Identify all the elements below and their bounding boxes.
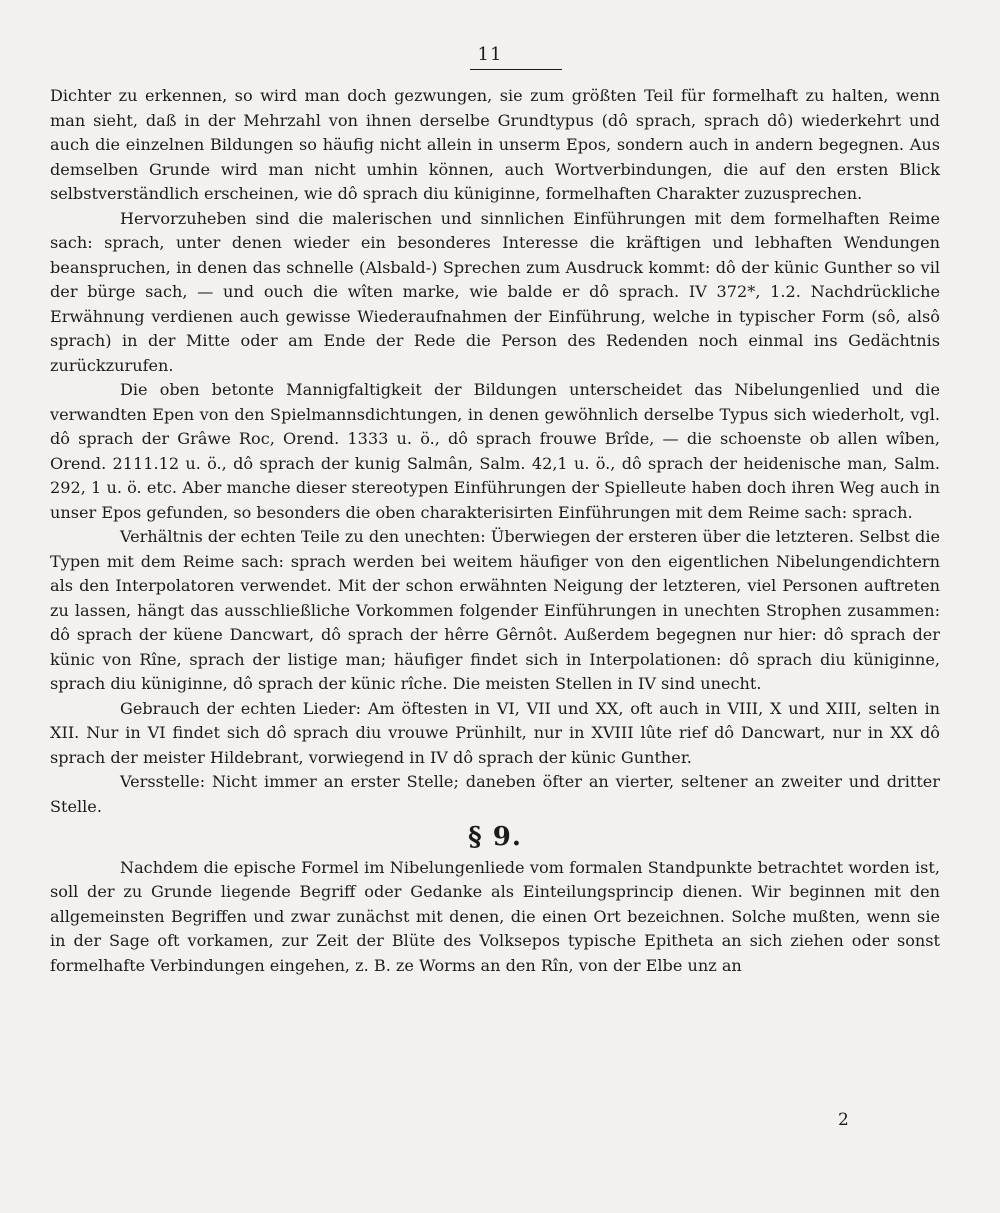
signature-mark: 2 [838,1110,849,1130]
paragraph-versstelle: Versstelle: Nicht immer an erster Stelle; daneben öfter an vierter, seltener an zweiter und dritter Stelle. [50,772,940,816]
body-text [50,84,940,978]
paragraph-hervorzuheben: Hervorzuheben sind die malerischen und sinnlichen Einführungen mit dem formelhaften Reime sach: sprach, unter denen wieder ein besonderes Interesse die kräftigen und lebhaften Wendungen beanspruchen, in denen das schnelle (Alsbald-) Sprechen zum Ausdruck kommt: dô der künic Gunther so vil der bürge sach, — und ouch die wîten marke, wie balde er dô sprach. IV 372*, 1.2. Nachdrückliche Erwähnung verdienen auch gewisse Wiederaufnahmen der Einführung, welche in typischer Form (sô, alsô sprach) in der Mitte oder am Ende der Rede die Person des Redenden noch einmal ins Gedächtnis zurückzurufen. [50,208,940,375]
paragraph-mannigfaltigkeit: Die oben betonte Mannigfaltigkeit der Bildungen unterscheidet das Nibelungenlied und die verwandten Epen von den Spielmannsdichtungen, in denen gewöhnlich derselbe Typus sich wiederholt, vgl. dô sprach der Grâwe Roc, Orend. 1333 u. ö., dô sprach frouwe Brîde, — die schoenste ob allen wîben, Orend. 2111.12 u. ö., dô sprach der kunig Salmân, Salm. 42,1 u. ö., dô sprach der heidenische man, Salm. 292, 1 u. ö. etc. Aber manche dieser stereotypen Einführungen der Spielleute haben doch ihren Weg auch in unser Epos gefunden, so besonders die oben charakterisirten Einführungen mit dem Reime sach: sprach. [50,380,940,522]
section-heading: § 9. [468,822,522,852]
paragraph-gebrauch: Gebrauch der echten Lieder: Am öftesten in VI, VII und XX, oft auch in VIII, X und XIII, selten in XII. Nur in VI findet sich dô sprach diu vrouwe Prünhilt, nur in XVIII lûte rief dô Dancwart, nur in XX dô sprach der meister Hildebrant, vorwiegend in IV dô sprach der künic Gunther. [50,698,940,767]
paragraph-section-9: Nachdem die epische Formel im Nibelungenliede vom formalen Standpunkte betrachtet worden ist, soll der zu Grunde liegende Begriff oder Gedanke als Einteilungsprincip dienen. Wir beginnen mit den allgemeinsten Begriffen und zwar zunächst mit denen, die einen Ort bezeichnen. Solche mußten, wenn sie in der Sage oft vorkamen, zur Zeit der Blüte des Volksepos typische Epitheta an sich ziehen oder sonst formelhafte Verbindungen eingehen, z. B. ze Worms an den Rîn, von der Elbe unz an [50,857,940,975]
header-rule [470,69,562,70]
page-number: 11 [477,44,503,65]
paragraph-continuation: Dichter zu erkennen, so wird man doch gezwungen, sie zum größten Teil für formelhaft zu halten, wenn man sieht, daß in der Mehrzahl von ihnen derselbe Grundtypus (dô sprach, sprach dô) wiederkehrt und auch die einzelnen Bildungen so häufig nicht allein in unserm Epos, sondern auch in andern begegnen. Aus demselben Grunde wird man nicht umhin können, auch Wortverbindungen, die auf den ersten Blick selbstverständlich erscheinen, wie dô sprach diu küniginne, formelhaften Charakter zuzusprechen. [50,86,940,203]
paragraph-verhaeltnis: Verhältnis der echten Teile zu den unechten: Überwiegen der ersteren über die letzteren. Selbst die Typen mit dem Reime sach: sprach werden bei weitem häufiger von den eigentlichen Nibelungendichtern als den Interpolatoren verwendet. Mit der schon erwähnten Neigung der letzteren, viel Personen auftreten zu lassen, hängt das ausschließliche Vorkommen folgender Einführungen in unechten Strophen zusammen: dô sprach der küene Dancwart, dô sprach der hêrre Gêrnôt. Außerdem begegnen nur hier: dô sprach der künic von Rîne, sprach der listige man; häufiger findet sich in Interpolationen: dô sprach diu küniginne, sprach diu küniginne, dô sprach der künic rîche. Die meisten Stellen in IV sind unecht. [50,527,940,693]
